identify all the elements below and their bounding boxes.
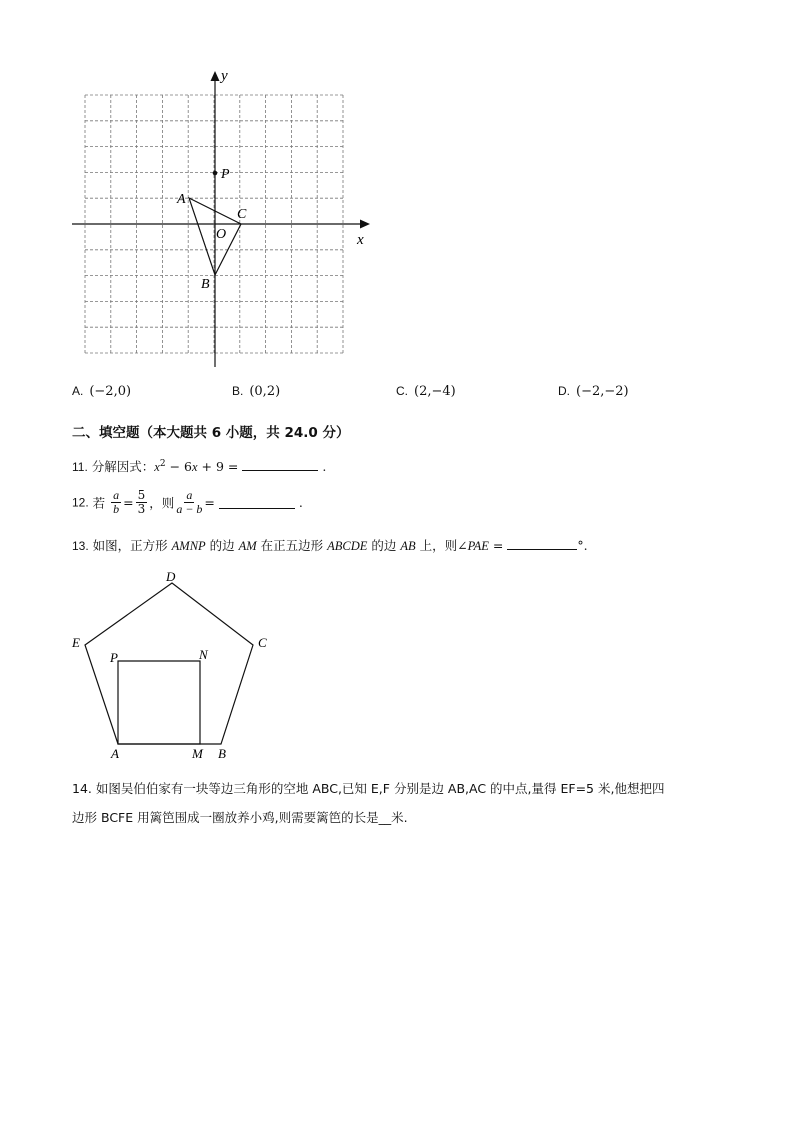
label-p: P [110, 650, 118, 665]
option-a [72, 384, 131, 399]
q12-eq1: = [123, 495, 134, 510]
point-c-label: C [237, 207, 247, 222]
q14-line-1: 14. 如图吴伯伯家有一块等边三角形的空地 ABC,已知 E,F 分别是边 AB,AC 的中点,量得 EF=5 米,他想把四 [72, 781, 665, 796]
q12-fraction-5-3 [136, 489, 148, 516]
question-13 [72, 536, 588, 554]
square-amnp [118, 661, 200, 744]
option-d-label: D. [558, 384, 570, 398]
label-e: E [72, 635, 80, 650]
option-d [558, 384, 629, 399]
q13-text-1: 如图，正方形 [92, 538, 172, 553]
q13-text-6: = [488, 538, 508, 553]
pentagon-figure [0, 560, 794, 770]
label-m: M [192, 746, 203, 761]
q13-number: 13. [72, 539, 89, 553]
label-b: B [218, 746, 226, 761]
point-p [213, 171, 218, 176]
q13-symbol-pae: PAE [467, 539, 489, 553]
question-12 [72, 489, 303, 516]
question-11 [72, 457, 326, 475]
origin-label: O [216, 227, 227, 242]
q12-number: 12. [72, 495, 89, 510]
q13-text-3: 在正五边形 [256, 538, 328, 553]
q12-fraction-a-b [111, 489, 121, 516]
label-c: C [258, 635, 267, 650]
q13-answer-blank[interactable] [507, 537, 577, 550]
x-axis-label: x [357, 232, 364, 248]
q11-expr-b: − 6 [165, 459, 192, 474]
option-c-value: (2,−4) [414, 384, 456, 399]
point-p-label: P [221, 167, 230, 182]
option-b-label: B. [232, 384, 244, 398]
q12-end: . [298, 495, 303, 510]
point-a-label: A [177, 192, 186, 207]
q13-symbol-am: AM [238, 539, 257, 553]
y-axis-label: y [221, 68, 228, 84]
q12-answer-blank[interactable] [219, 496, 295, 509]
q12-f2-bottom: 3 [137, 502, 146, 516]
q12-f2-top: 5 [137, 488, 146, 502]
q11-expr-x2: x [191, 460, 198, 474]
q13-end: °. [577, 538, 588, 553]
option-d-value: (−2,−2) [576, 384, 629, 399]
q13-text-5: 上，则∠ [415, 538, 468, 553]
section-title: 二、填空题（本大题共 6 小题，共 24.0 分） [72, 425, 350, 441]
option-b [232, 384, 280, 399]
q12-f1-top: a [113, 488, 120, 502]
q11-answer-blank[interactable] [242, 458, 318, 471]
q12-mid: ，则 [149, 495, 175, 511]
q14-line-2: 边形 BCFE 用篱笆围成一圈放养小鸡,则需要篱笆的长是__米. [72, 810, 408, 825]
y-axis-arrow-icon [211, 71, 220, 81]
q13-symbol-ab: AB [400, 539, 416, 553]
option-c-label: C. [396, 384, 408, 398]
q11-expr-sup: 2 [159, 458, 166, 469]
q11-expr-x: x [154, 460, 160, 474]
label-a: A [111, 746, 119, 761]
q11-text: 分解因式： [91, 459, 155, 474]
q13-symbol-abcde: ABCDE [327, 539, 368, 553]
q12-f3-top: a [186, 488, 193, 502]
q11-expr-d: + 9 = [197, 459, 243, 474]
option-b-value: (0,2) [249, 384, 281, 399]
q12-eq2: = [204, 495, 215, 510]
label-n: N [199, 647, 208, 662]
q12-fraction-a-over-a-minus-b [176, 489, 202, 516]
label-d: D [166, 569, 176, 584]
x-axis-arrow-icon [360, 220, 370, 229]
q13-text-2: 的边 [205, 538, 239, 553]
q12-f1-bottom: b [113, 502, 120, 516]
option-a-value: (−2,0) [89, 384, 132, 399]
point-b-label: B [201, 277, 210, 292]
q13-text-4: 的边 [367, 538, 401, 553]
q12-prefix: 若 [92, 495, 106, 511]
option-a-label: A. [72, 384, 84, 398]
q11-number: 11. [72, 460, 88, 474]
q12-f3-bottom: a − b [176, 502, 203, 516]
option-c [396, 384, 456, 399]
q13-symbol-amnp: AMNP [171, 539, 206, 553]
coordinate-grid-figure [0, 0, 794, 380]
question-14 [72, 774, 732, 832]
q11-end: . [322, 459, 327, 474]
